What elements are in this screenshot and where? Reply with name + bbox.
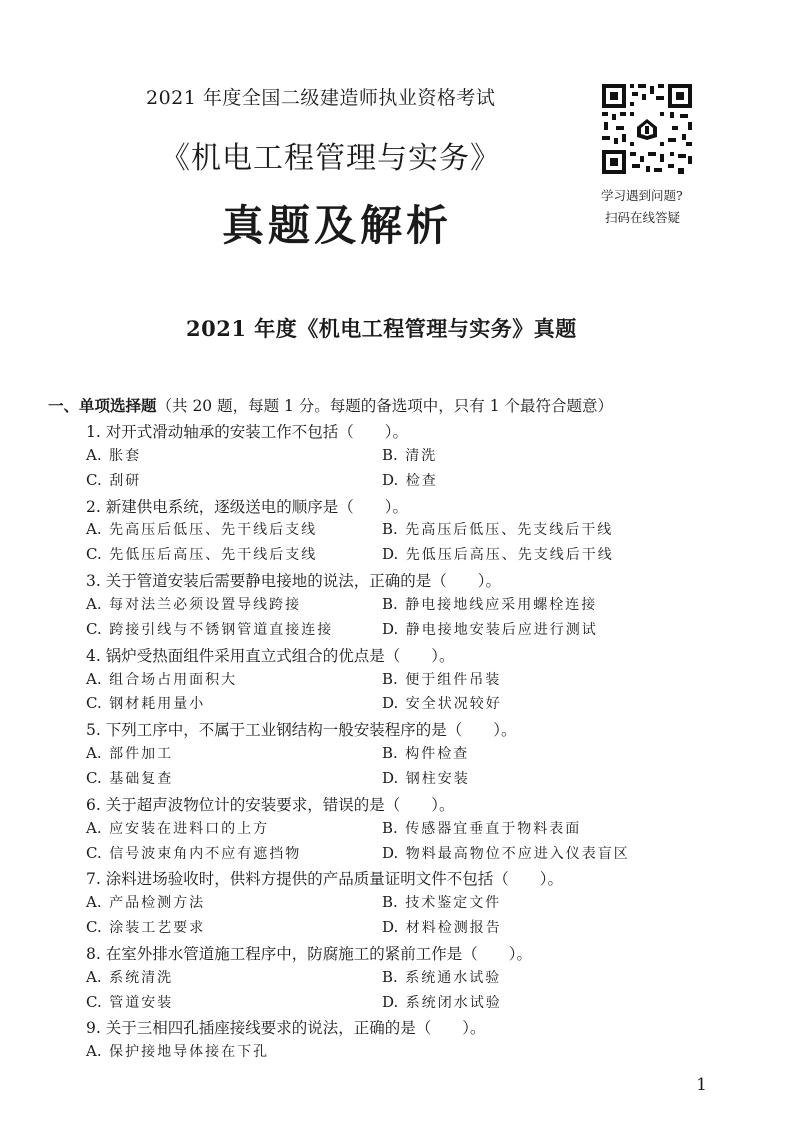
option-text: 系统通水试验 [405, 969, 502, 986]
question-stem: 6. 关于超声波物位计的安装要求，错误的是（ ）。 [86, 795, 455, 814]
option-text: 技术鉴定文件 [405, 895, 502, 912]
option-left [86, 768, 173, 788]
page-number: 1 [696, 1075, 707, 1095]
option-left [86, 917, 205, 937]
option-text: 先高压后低压、先干线后支线 [109, 522, 318, 539]
option-letter: A. [86, 1042, 102, 1061]
option-letter: D. [382, 768, 399, 787]
question-row [0, 793, 800, 817]
option-text: 静电接地线应采用螺栓连接 [405, 597, 598, 613]
option-row [0, 693, 800, 717]
main-title: 真题及解析 [222, 201, 453, 250]
option-left [86, 1041, 269, 1061]
option-left [86, 619, 333, 639]
question-stem: 1. 对开式滑动轴承的安装工作不包括（ ）。 [86, 423, 408, 441]
section-title: 2021 年度《机电工程管理与实务》真题 [186, 316, 577, 341]
option-row [0, 967, 800, 991]
option-text: 系统清洗 [109, 969, 174, 986]
option-row [0, 892, 800, 916]
option-text: 钢材耗用量小 [109, 696, 206, 713]
option-text: 跨接引线与不锈钢管道直接连接 [109, 621, 334, 638]
option-row [0, 818, 800, 842]
option-row [0, 519, 800, 543]
option-letter: A. [86, 818, 102, 837]
option-left [86, 818, 269, 838]
option-row [0, 594, 800, 618]
option-letter: C. [86, 545, 102, 564]
option-row [0, 992, 800, 1016]
option-left [86, 445, 141, 465]
question-row [0, 1016, 800, 1040]
option-text: 安全状况较好 [405, 696, 502, 713]
qr-caption-line1: 学习遇到问题? [601, 188, 683, 203]
option-right [382, 693, 502, 713]
option-letter: B. [382, 669, 398, 688]
option-right [382, 768, 470, 788]
option-left [86, 843, 301, 863]
option-left [86, 669, 237, 689]
option-letter: C. [86, 694, 102, 713]
option-letter: A. [86, 967, 102, 986]
option-right [382, 917, 502, 937]
option-right [382, 619, 598, 639]
option-right [382, 992, 502, 1012]
option-letter: A. [86, 893, 102, 912]
question-row [0, 420, 800, 444]
question-stem: 8. 在室外排水管道施工程序中，防腐施工的紧前工作是（ ）。 [86, 944, 532, 963]
option-letter: B. [382, 967, 398, 986]
exam-name: 2021 年度全国二级建造师执业资格考试 [146, 87, 496, 109]
option-letter: B. [382, 445, 398, 464]
option-text: 胀套 [109, 447, 142, 464]
option-left [86, 743, 173, 763]
part-heading [48, 394, 613, 416]
option-letter: A. [86, 744, 102, 762]
option-text: 应安装在进料口的上方 [109, 820, 270, 837]
option-left [86, 992, 173, 1012]
option-text: 材料检测报告 [405, 920, 502, 936]
question-stem: 9. 关于三相四孔插座接线要求的说法，正确的是（ ）。 [86, 1019, 486, 1038]
option-letter: C. [86, 992, 102, 1011]
option-row [0, 1041, 800, 1065]
question-stem: 7. 涂料进场验收时，供料方提供的产品质量证明文件不包括（ ）。 [86, 870, 563, 889]
option-letter: D. [382, 545, 399, 564]
question-row [0, 867, 800, 891]
option-right [382, 967, 501, 987]
option-right [382, 594, 597, 614]
option-text: 管道安装 [109, 994, 174, 1011]
option-row [0, 743, 800, 767]
option-row [0, 445, 800, 469]
option-right [382, 892, 501, 912]
option-letter: C. [86, 768, 102, 787]
option-right [382, 669, 501, 689]
qr-code-icon[interactable] [600, 82, 694, 176]
option-text: 保护接地导体接在下孔 [109, 1044, 270, 1061]
option-text: 检查 [405, 472, 438, 489]
option-row [0, 619, 800, 643]
part-label: 一、单项选择题 [48, 397, 157, 415]
option-text: 产品检测方法 [109, 895, 206, 912]
option-letter: C. [86, 470, 102, 489]
qr-caption-line2: 扫码在线答疑 [605, 210, 681, 225]
option-text: 涂装工艺要求 [109, 920, 206, 936]
option-left [86, 519, 317, 539]
option-letter: D. [382, 843, 399, 862]
option-letter: C. [86, 843, 102, 862]
option-right [382, 818, 581, 838]
question-row [0, 495, 800, 519]
option-right [382, 445, 437, 465]
question-row [0, 569, 800, 593]
option-left [86, 892, 205, 912]
option-text: 钢柱安装 [405, 770, 470, 787]
option-letter: C. [86, 619, 102, 638]
option-text: 构件检查 [405, 746, 470, 762]
question-row [0, 644, 800, 668]
option-letter: A. [86, 520, 102, 539]
option-text: 先低压后高压、先干线后支线 [109, 547, 318, 564]
option-text: 每对法兰必须设置导线跨接 [109, 597, 302, 613]
question-stem: 5. 下列工序中，不属于工业钢结构一般安装程序的是（ ）。 [86, 721, 517, 740]
option-text: 部件加工 [109, 746, 174, 762]
option-left [86, 470, 141, 490]
part-instruction: （共 20 题，每题 1 分。每题的备选项中，只有 1 个最符合题意） [156, 397, 614, 415]
option-row [0, 917, 800, 941]
option-letter: D. [382, 992, 399, 1011]
question-row [0, 942, 800, 966]
option-letter: B. [382, 520, 398, 539]
option-letter: A. [86, 595, 102, 613]
option-text: 系统闭水试验 [405, 994, 502, 1011]
question-row [0, 718, 800, 742]
option-letter: D. [382, 470, 399, 489]
option-text: 先低压后高压、先支线后干线 [405, 547, 614, 564]
option-text: 组合场占用面积大 [109, 671, 238, 688]
subject-title: 《机电工程管理与实务》 [160, 141, 501, 176]
option-text: 基础复查 [109, 770, 174, 787]
option-left [86, 967, 173, 987]
option-letter: A. [86, 445, 102, 464]
option-text: 静电接地安装后应进行测试 [405, 621, 598, 638]
option-text: 信号波束角内不应有遮挡物 [109, 845, 302, 862]
option-letter: C. [86, 918, 102, 936]
option-row [0, 470, 800, 494]
question-stem: 4. 锅炉受热面组件采用直立式组合的优点是（ ）。 [86, 646, 455, 665]
option-letter: D. [382, 918, 399, 936]
option-row [0, 544, 800, 568]
option-text: 物料最高物位不应进入仪表盲区 [405, 845, 630, 862]
option-letter: B. [382, 744, 398, 762]
option-letter: D. [382, 694, 399, 713]
option-row [0, 768, 800, 792]
option-right [382, 544, 614, 564]
option-letter: B. [382, 893, 398, 912]
option-left [86, 693, 205, 713]
option-right [382, 519, 613, 539]
option-row [0, 669, 800, 693]
option-text: 传感器宜垂直于物料表面 [405, 820, 582, 837]
option-letter: D. [382, 619, 399, 638]
option-left [86, 544, 317, 564]
question-stem: 3. 关于管道安装后需要静电接地的说法，正确的是（ ）。 [86, 572, 501, 591]
option-right [382, 743, 469, 763]
option-left [86, 594, 301, 614]
option-right [382, 470, 438, 490]
option-letter: B. [382, 595, 398, 613]
option-right [382, 843, 630, 863]
question-stem: 2. 新建供电系统，逐级送电的顺序是（ ）。 [86, 497, 408, 516]
option-letter: B. [382, 818, 398, 837]
option-text: 先高压后低压、先支线后干线 [405, 522, 614, 539]
option-letter: A. [86, 669, 102, 688]
option-text: 便于组件吊装 [405, 671, 502, 688]
option-text: 刮研 [109, 472, 142, 489]
option-text: 清洗 [405, 447, 438, 464]
option-row [0, 843, 800, 867]
